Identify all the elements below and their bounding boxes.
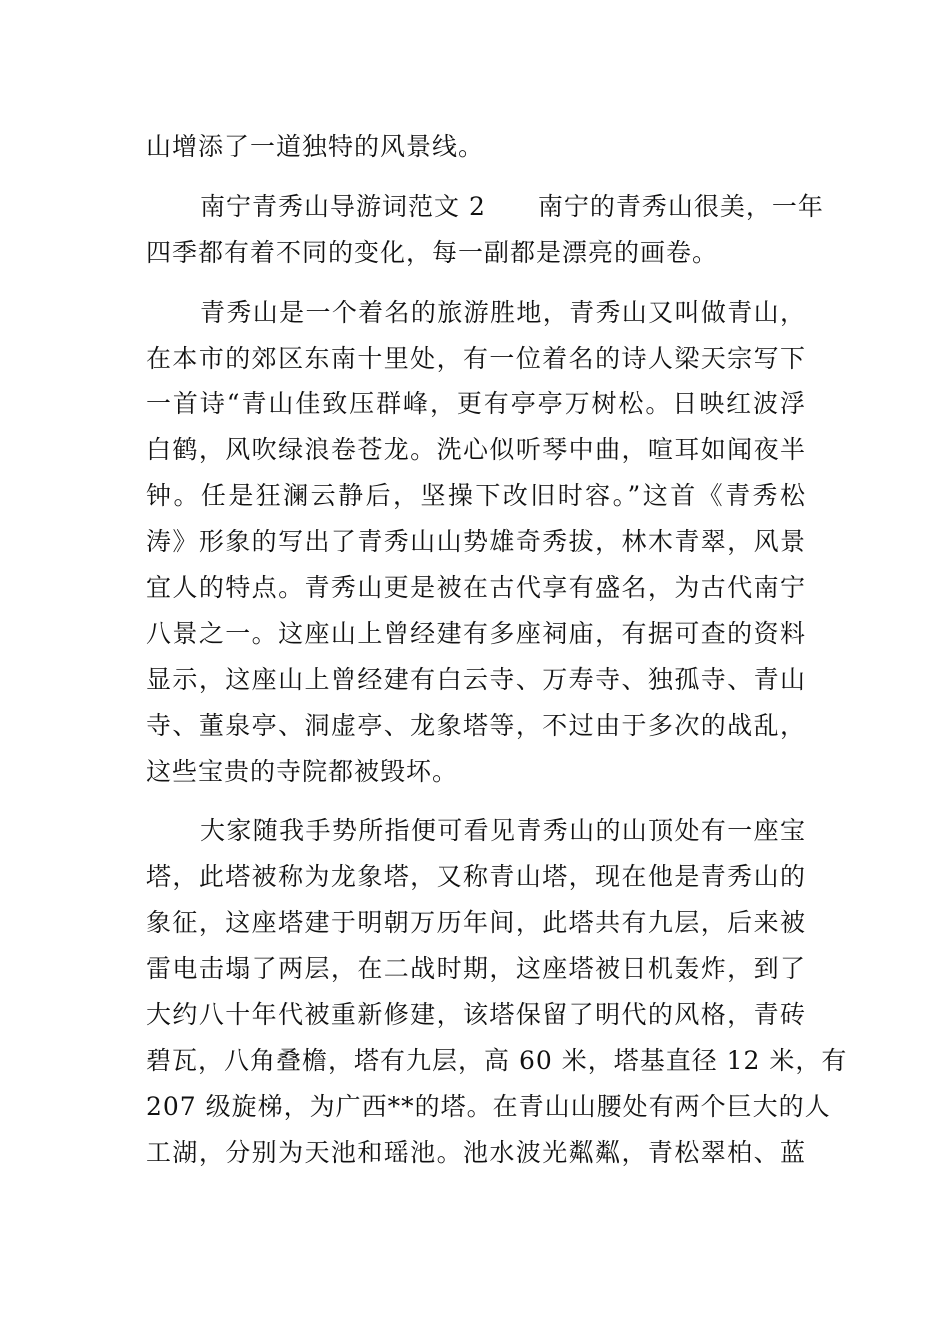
paragraph-2-line: 大家随我手势所指便可看见青秀山的山顶处有一座宝 — [200, 816, 806, 846]
paragraph-2-line: 雷电击塌了两层，在二战时期，这座塔被日机轰炸，到了 — [146, 954, 806, 984]
paragraph-1-line: 青秀山是一个着名的旅游胜地，青秀山又叫做青山， — [200, 297, 806, 327]
paragraph-2-line: 象征，这座塔建于明朝万历年间，此塔共有九层，后来被 — [146, 908, 806, 938]
paragraph-1-line: 宜人的特点。青秀山更是被在古代享有盛名，为古代南宁 — [146, 573, 806, 603]
paragraph-1-line: 白鹤，风吹绿浪卷苍龙。洗心似听琴中曲，喧耳如闻夜半 — [146, 435, 806, 465]
paragraph-1-line: 钟。任是狂澜云静后，坚操下改旧时容。”这首《青秀松 — [146, 481, 806, 511]
paragraph-1-line: 涛》形象的写出了青秀山山势雄奇秀拔，林木青翠，风景 — [146, 527, 806, 557]
paragraph-2-line: 工湖，分别为天池和瑶池。池水波光粼粼，青松翠柏、蓝 — [146, 1137, 806, 1167]
paragraph-2-line: 大约八十年代被重新修建，该塔保留了明代的风格，青砖 — [146, 1000, 806, 1030]
intro-line: 山增添了一道独特的风景线。 — [146, 132, 485, 161]
paragraph-1-line: 八景之一。这座山上曾经建有多座祠庙，有据可查的资料 — [146, 618, 806, 648]
paragraph-1-line: 在本市的郊区东南十里处，有一位着名的诗人梁天宗写下 — [146, 343, 806, 373]
section-heading: 南宁青秀山导游词范文 2 — [200, 191, 486, 221]
document-body — [146, 124, 848, 1176]
paragraph-2-line: 塔，此塔被称为龙象塔，又称青山塔，现在他是青秀山的 — [146, 862, 806, 892]
paragraph-1-line: 寺、董泉亭、洞虚亭、龙象塔等，不过由于多次的战乱， — [146, 710, 806, 740]
section-heading-line — [146, 184, 824, 230]
paragraph-2-line: 碧瓦，八角叠檐，塔有九层，高 60 米，塔基直径 12 米，有 — [146, 1045, 848, 1075]
paragraph-1-line: 这些宝贵的寺院都被毁坏。 — [146, 756, 459, 786]
paragraph-1-line: 显示，这座山上曾经建有白云寺、万寿寺、独孤寺、青山 — [146, 664, 806, 694]
paragraph-2-line: 207 级旋梯，为广西**的塔。在青山山腰处有两个巨大的人 — [146, 1091, 831, 1121]
paragraph-1-line: 一首诗“青山佳致压群峰，更有亭亭万树松。日映红波浮 — [146, 389, 806, 419]
section-heading-continuation: 南宁的青秀山很美，一年 — [537, 191, 824, 221]
section-heading-line-2: 四季都有着不同的变化，每一副都是漂亮的画卷。 — [146, 237, 719, 267]
